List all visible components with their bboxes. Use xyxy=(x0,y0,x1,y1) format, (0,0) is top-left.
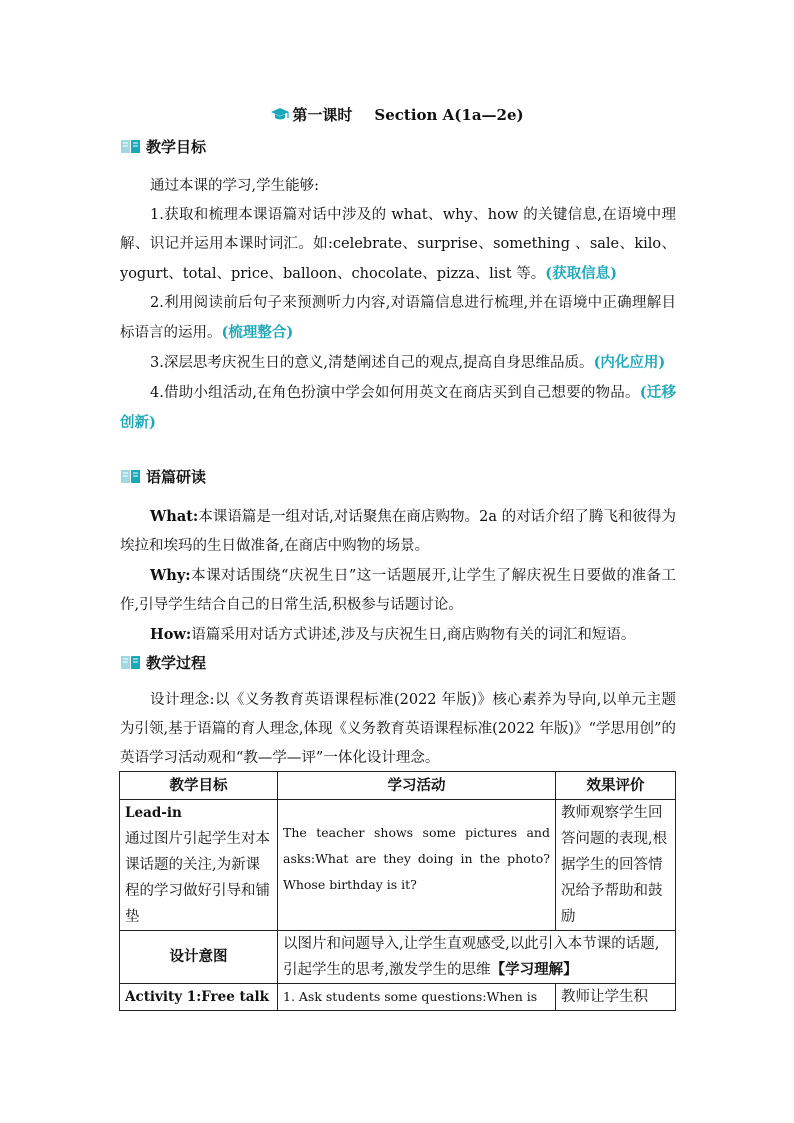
goal-item-3: 3.深层思考庆祝生日的意义,清楚阐述自己的观点,提高自身思维品质。(内化应用) xyxy=(150,354,666,371)
goal-cell: Lead-in 通过图片引起学生对本课话题的关注,为新课程的学习做好引导和铺垫 xyxy=(120,800,278,931)
process-intro: 设计理念:以《义务教育英语课程标准(2022 年版)》核心素养为导向,以单元主题为引领,基于语篇的育人理念,体现《义务教育英语课程标准(2022 年版)》“学思用创”的英语学习活动观和“教—学—评”一体化设计理念。 xyxy=(120,692,676,766)
table-row xyxy=(120,800,676,931)
goal-item-2: 2.利用阅读前后句子来预测听力内容,对语篇信息进行梳理,并在语境中正确理解目标语言的运用。(梳理整合) xyxy=(120,295,676,341)
book-icon xyxy=(120,138,142,156)
section-heading-analysis: 语篇研读 xyxy=(120,466,206,487)
goals-body xyxy=(120,172,676,438)
book-icon xyxy=(120,468,142,486)
goal-item-4: 4.借助小组活动,在角色扮演中学会如何用英文在商店买到自己想要的物品。(迁移创新) xyxy=(120,384,676,431)
analysis-body xyxy=(120,502,676,650)
page-title xyxy=(0,104,794,127)
table-row xyxy=(120,984,676,1011)
book-icon xyxy=(120,654,142,672)
goal-item-1: 1.获取和梳理本课语篇对话中涉及的 what、why、how 的关键信息,在语境中理解、识记并运用本课时词汇。如:celebrate、surprise、something 、sale、kilo、yogurt、total、price、balloon、chocolate、pizza、list 等。(获取信息) xyxy=(120,207,676,282)
table-header-row xyxy=(120,772,676,800)
table-header: 学习活动 xyxy=(278,772,556,800)
title-cn: 第一课时 xyxy=(292,106,353,124)
table-header: 教学目标 xyxy=(120,772,278,800)
process-body xyxy=(120,686,676,773)
title-en: Section A(1a—2e) xyxy=(374,106,524,124)
table-row xyxy=(120,931,676,984)
goal-cell: Activity 1:Free talk xyxy=(120,984,278,1011)
activity-cell: 1. Ask students some questions:When is xyxy=(278,984,556,1011)
activity-cell: The teacher shows some pictures and asks:What are they doing in the photo?Whose birthday is it? xyxy=(278,800,556,931)
analysis-what: What:本课语篇是一组对话,对话聚焦在商店购物。2a 的对话介绍了腾飞和彼得为埃拉和埃玛的生日做准备,在商店中购物的场景。 xyxy=(120,508,676,554)
evaluation-cell: 教师让学生积 xyxy=(556,984,676,1011)
graduation-cap-icon xyxy=(270,107,290,127)
design-intent-cell: 以图片和问题导入,让学生直观感受,以此引入本节课的话题,引起学生的思考,激发学生的思维【学习理解】 xyxy=(278,931,676,984)
section-heading-goals: 教学目标 xyxy=(120,136,206,157)
evaluation-cell: 教师观察学生回答问题的表现,根据学生的回答情况给予帮助和鼓励 xyxy=(556,800,676,931)
lesson-table xyxy=(119,771,676,1011)
section-heading-process: 教学过程 xyxy=(120,652,206,673)
table-header: 效果评价 xyxy=(556,772,676,800)
goals-intro: 通过本课的学习,学生能够: xyxy=(150,178,319,194)
analysis-why: Why:本课对话围绕“庆祝生日”这一话题展开,让学生了解庆祝生日要做的准备工作,引导学生结合自己的日常生活,积极参与话题讨论。 xyxy=(120,567,676,613)
design-intent-label: 设计意图 xyxy=(120,931,278,984)
analysis-how: How:语篇采用对话方式讲述,涉及与庆祝生日,商店购物有关的词汇和短语。 xyxy=(150,626,636,643)
